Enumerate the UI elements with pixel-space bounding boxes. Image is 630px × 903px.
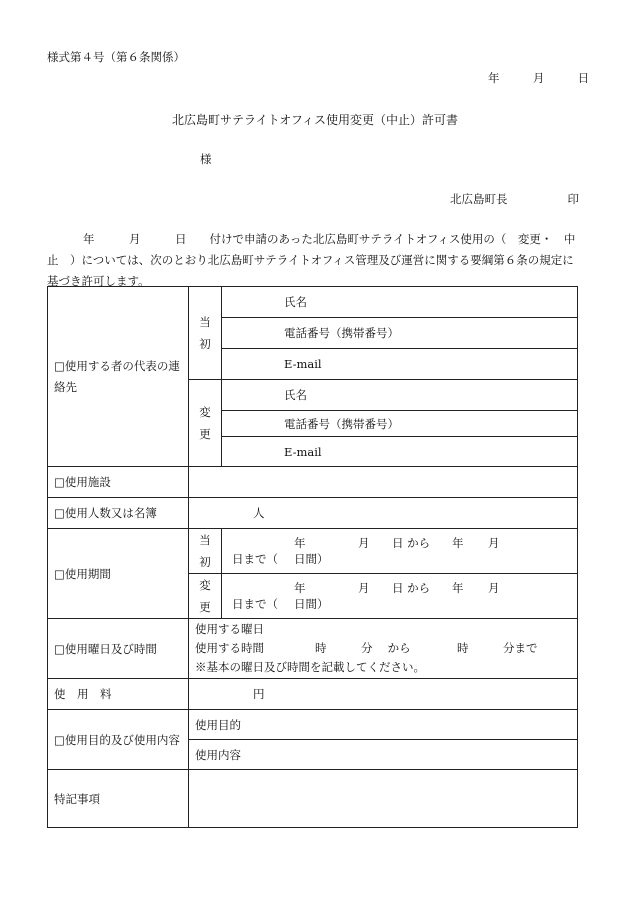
changed-email-field[interactable]: E-mail [222, 437, 578, 467]
people-field[interactable] [189, 498, 578, 529]
period-changed-field[interactable]: 年 月 日 から 年 月日まで（ 日間） [222, 574, 578, 619]
date-day-label: 日 [577, 71, 590, 85]
fee-label: 使 用 料 [48, 679, 189, 710]
purpose-row [48, 710, 578, 740]
changed-phone-field[interactable]: 電話番号（携帯番号） [222, 411, 578, 437]
schedule-note: ※基本の曜日及び時間を記載してください。 [195, 660, 425, 674]
initial-name-field[interactable]: 氏名 [222, 287, 578, 318]
contact-initial-label: 当初 [189, 287, 222, 380]
date-year-label: 年 [488, 71, 500, 85]
content-field[interactable]: 使用内容 [189, 740, 578, 770]
period-changed-label: 変更 [189, 574, 222, 619]
date-month-label: 月 [532, 71, 545, 85]
notes-field[interactable] [189, 770, 578, 828]
purpose-field[interactable]: 使用目的 [189, 710, 578, 740]
fee-unit: 円 [253, 687, 265, 701]
application-table [47, 286, 578, 828]
seal-mark: 印 [567, 192, 579, 206]
schedule-weekday-label: 使用する曜日 [195, 622, 264, 636]
period-initial-label: 当初 [189, 529, 222, 574]
initial-phone-field[interactable]: 電話番号（携帯番号） [222, 318, 578, 349]
people-row [48, 498, 578, 529]
issuer-line [450, 191, 579, 207]
contact-changed-label: 変更 [189, 380, 222, 467]
people-unit: 人 [253, 506, 265, 520]
schedule-row [48, 619, 578, 679]
contact-initial-name-row [48, 287, 578, 318]
initial-email-field[interactable]: E-mail [222, 349, 578, 380]
facility-row [48, 467, 578, 498]
changed-name-field[interactable]: 氏名 [222, 380, 578, 411]
contact-label: □使用する者の代表の連絡先 [48, 287, 189, 467]
period-initial-row [48, 529, 578, 574]
fee-row [48, 679, 578, 710]
period-initial-field[interactable]: 年 月 日 から 年 月日まで（ 日間） [222, 529, 578, 574]
document-title: 北広島町サテライトオフィス使用変更（中止）許可書 [172, 113, 458, 127]
facility-field[interactable] [189, 467, 578, 498]
notes-label: 特記事項 [48, 770, 189, 828]
body-text: 年 月 日 付けで申請のあった北広島町サテライトオフィス使用の（ 変更・ 中止 ）については、次のとおり北広島町サテライトオフィス管理及び運営に関する要綱第６条の規定に基づき許可します。 [47, 232, 576, 288]
issue-date [488, 70, 589, 86]
schedule-field[interactable] [189, 619, 578, 679]
purpose-label: □使用目的及び使用内容 [48, 710, 189, 770]
form-number-label: 様式第４号（第６条関係） [47, 50, 185, 64]
schedule-label: □使用曜日及び時間 [48, 619, 189, 679]
schedule-time-line: 使用する時間 時 分 から 時 分まで [195, 641, 538, 655]
notes-row [48, 770, 578, 828]
period-label: □使用期間 [48, 529, 189, 619]
addressee-suffix: 様 [200, 152, 212, 166]
facility-label: □使用施設 [48, 467, 189, 498]
fee-field[interactable] [189, 679, 578, 710]
issuer-name: 北広島町長 [450, 192, 508, 206]
people-label: □使用人数又は名簿 [48, 498, 189, 529]
